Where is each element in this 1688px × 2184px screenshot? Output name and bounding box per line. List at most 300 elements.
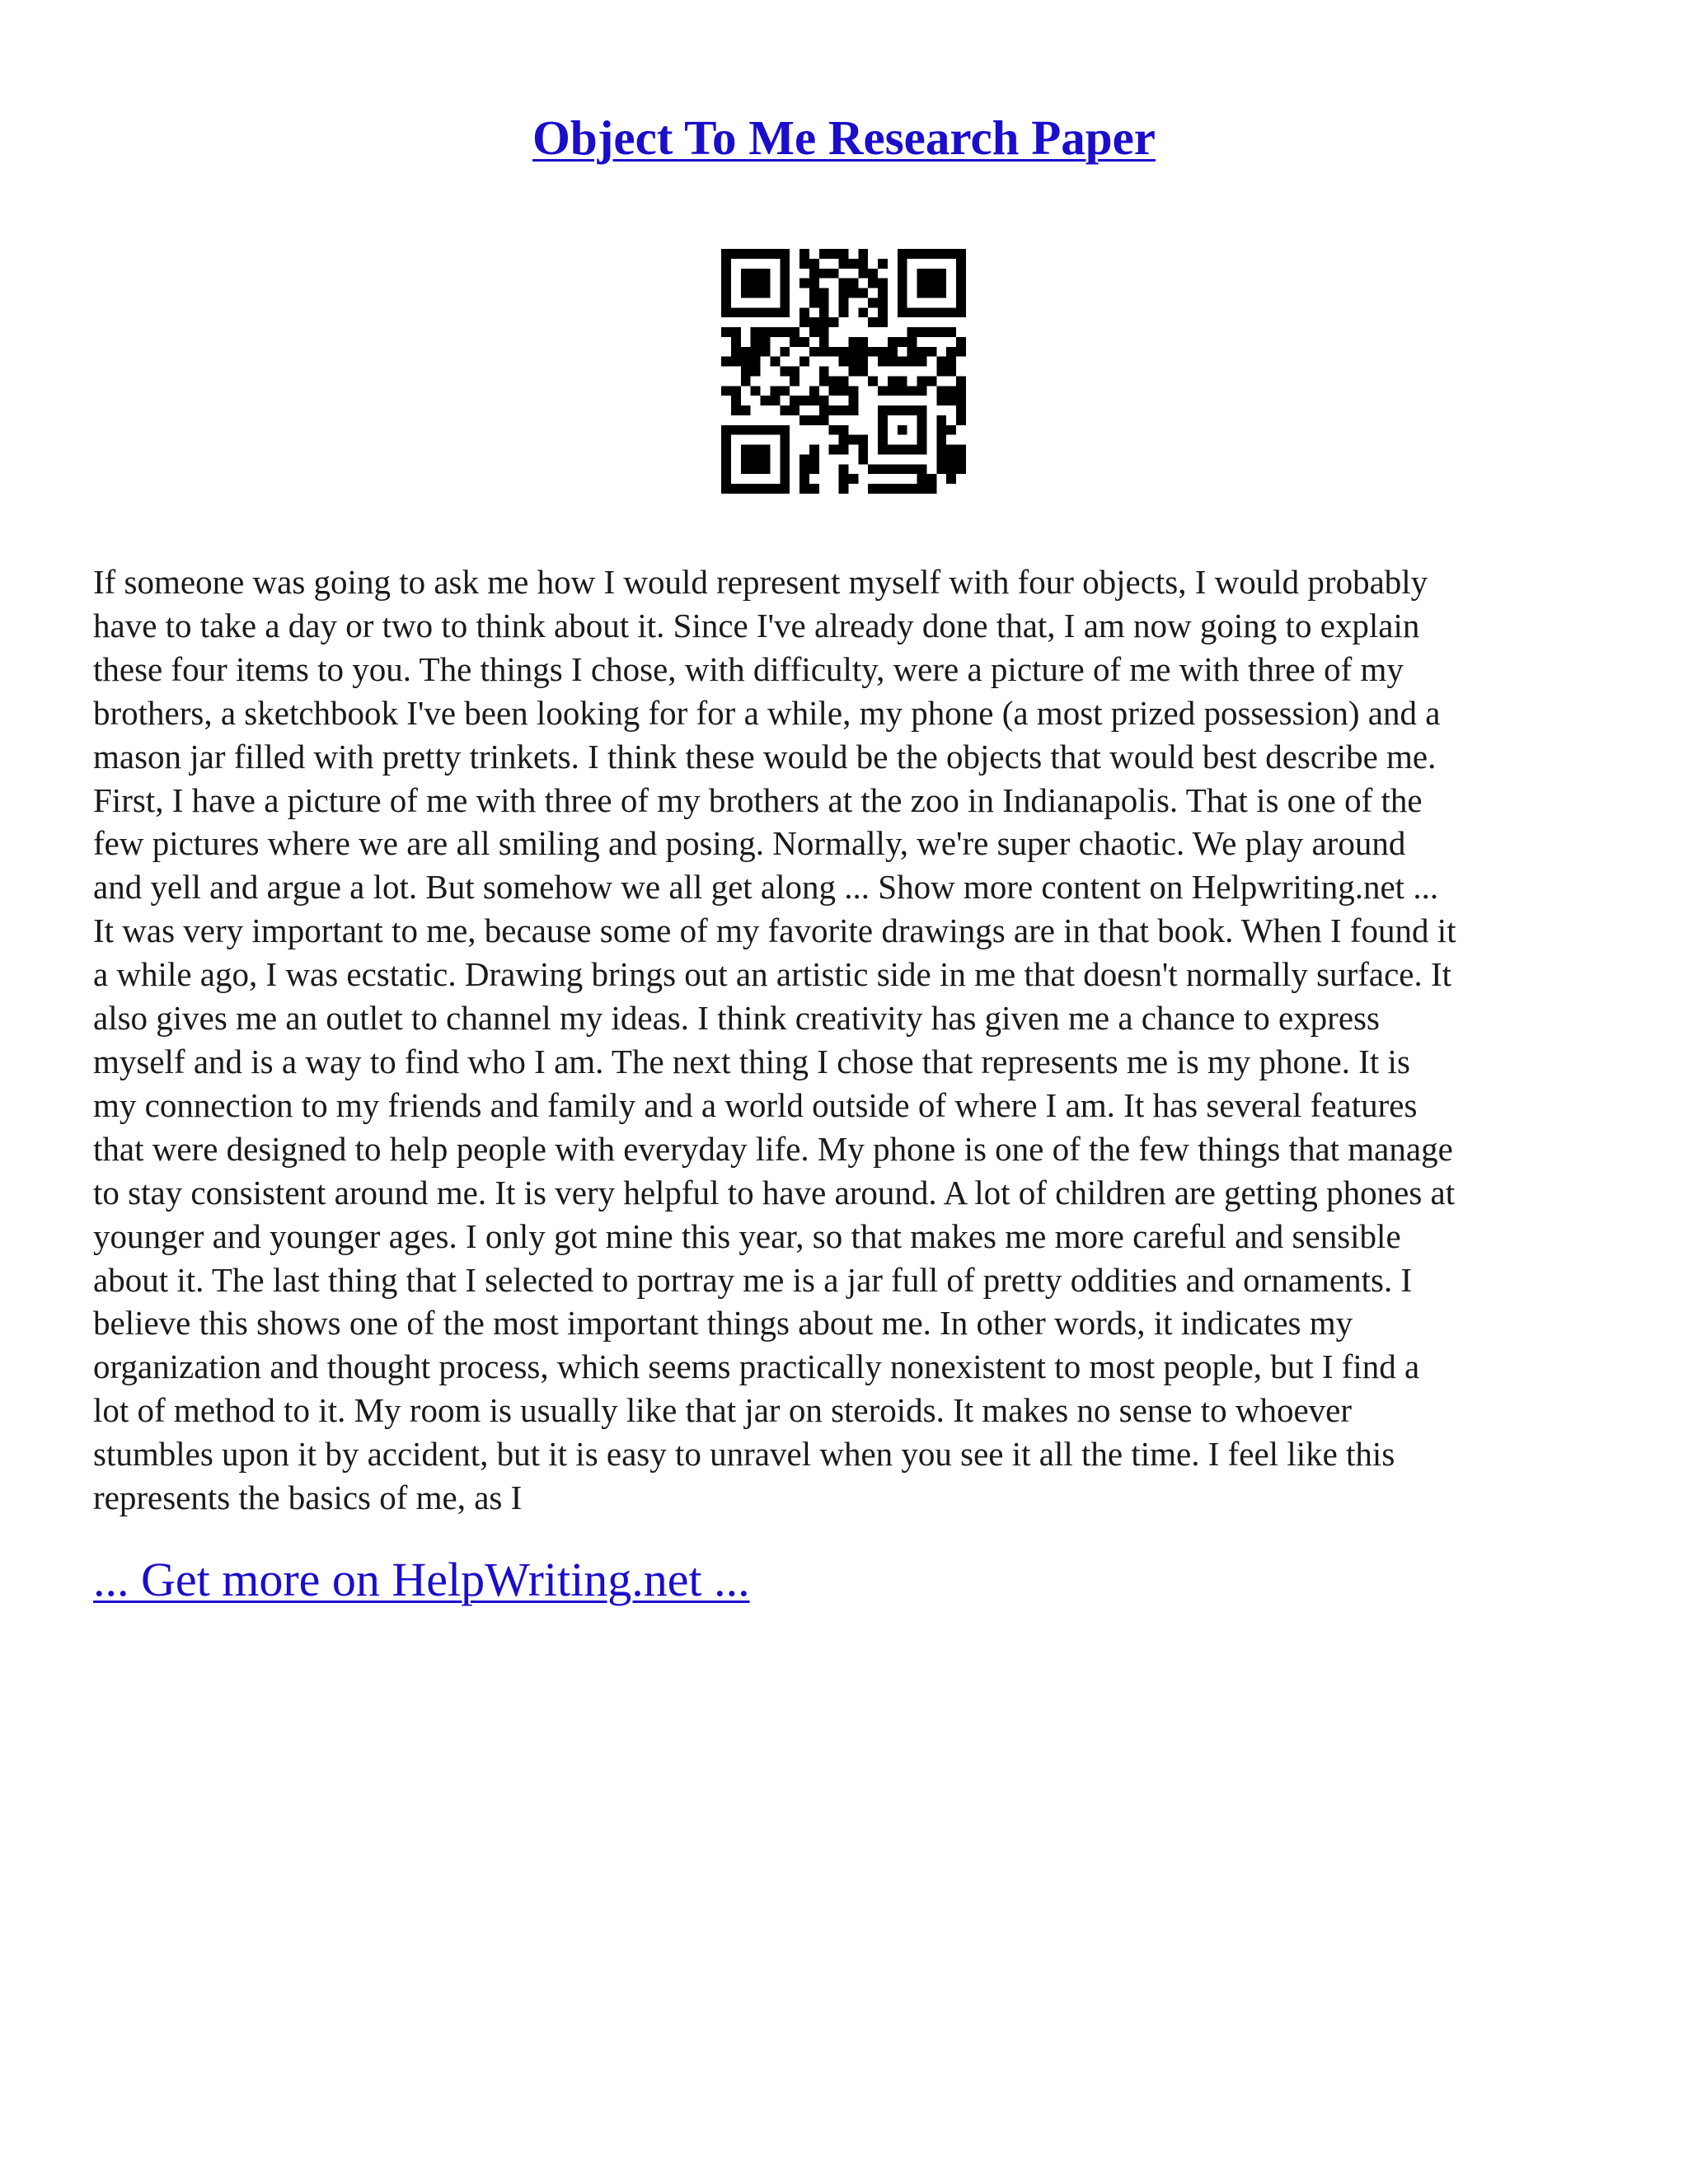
qr-module <box>780 259 790 269</box>
qr-module <box>858 307 868 317</box>
qr-module <box>878 357 888 367</box>
qr-module <box>898 445 907 455</box>
qr-module <box>878 317 888 327</box>
qr-module <box>829 347 839 357</box>
qr-module <box>926 269 936 279</box>
qr-module <box>858 435 868 445</box>
qr-module <box>907 249 917 259</box>
qr-module <box>956 307 966 317</box>
qr-module <box>917 279 927 288</box>
qr-module <box>878 386 888 396</box>
qr-module <box>751 357 761 367</box>
qr-module <box>956 279 966 288</box>
qr-module <box>848 435 858 445</box>
qr-module <box>799 454 809 464</box>
qr-module <box>809 396 819 405</box>
qr-module <box>888 357 898 367</box>
qr-module <box>956 415 966 425</box>
qr-module <box>839 259 849 269</box>
qr-module <box>839 279 849 288</box>
qr-module <box>790 337 799 347</box>
qr-module <box>936 279 946 288</box>
qr-module <box>780 288 790 298</box>
qr-code-icon <box>721 249 966 494</box>
qr-module <box>907 337 917 347</box>
qr-module <box>741 464 751 474</box>
qr-module <box>770 425 780 435</box>
qr-module <box>936 454 946 464</box>
qr-module <box>799 484 809 494</box>
qr-module <box>809 415 819 425</box>
qr-module <box>809 464 819 474</box>
qr-module <box>956 376 966 386</box>
qr-module <box>761 347 771 357</box>
qr-module <box>878 484 888 494</box>
qr-module <box>809 386 819 396</box>
qr-module <box>799 357 809 367</box>
qr-module <box>780 454 790 464</box>
qr-module <box>731 357 741 367</box>
qr-module <box>731 347 741 357</box>
qr-module <box>761 396 771 405</box>
qr-module <box>936 357 946 367</box>
qr-module <box>917 435 927 445</box>
qr-module <box>780 307 790 317</box>
qr-module <box>809 259 819 269</box>
qr-module <box>858 269 868 279</box>
qr-module <box>907 445 917 455</box>
qr-module <box>809 484 819 494</box>
qr-module <box>770 396 780 405</box>
qr-module <box>956 337 966 347</box>
qr-module <box>858 357 868 367</box>
qr-module <box>761 445 771 455</box>
qr-module <box>741 269 751 279</box>
qr-module <box>936 386 946 396</box>
qr-module <box>946 396 956 405</box>
qr-module <box>809 327 819 337</box>
qr-module <box>761 327 771 337</box>
qr-module <box>907 327 917 337</box>
qr-module <box>809 298 819 307</box>
more-content-link-wrapper <box>93 1553 750 1606</box>
qr-module <box>839 357 849 367</box>
qr-module <box>761 269 771 279</box>
qr-module <box>946 357 956 367</box>
qr-module <box>819 307 829 317</box>
qr-module <box>956 288 966 298</box>
qr-module <box>809 347 819 357</box>
qr-module <box>898 464 907 474</box>
qr-module <box>878 279 888 288</box>
qr-module <box>839 484 849 494</box>
qr-module <box>848 259 858 269</box>
qr-module <box>926 307 936 317</box>
qr-module <box>761 484 771 494</box>
qr-module <box>721 327 731 337</box>
qr-module <box>819 367 829 377</box>
qr-module <box>780 327 790 337</box>
essay-body: If someone was going to ask me how I would represent myself with four objects, I would probably have to take a day or two to think about it. Since I've already done that, I am now going to explain these four items to you. The things I chose, with difficulty, were a picture of me with three of my brothers, a sketchbook I've been looking for for a while, my phone (a most prized possession) and a mason jar filled with pretty trinkets. I think these would be the objects that would best describe me. First, I have a picture of me with three of my brothers at the zoo in Indianapolis. That is one of the few pictures where we are all smiling and posing. Normally, we're super chaotic. We play around and yell and argue a lot. But somehow we all get along ... Show more content on Helpwriting.net ... It was very important to me, because some of my favorite drawings are in that book. When I found it a while ago, I was ecstatic. Drawing brings out an artistic side in me that doesn't normally surface. It also gives me an outlet to channel my ideas. I think creativity has given me a chance to express myself and is a way to find who I am. The next thing I chose that represents me is my phone. It is my connection to my friends and family and a world outside of where I am. It has several features that were designed to help people with everyday life. My phone is one of the few things that manage to stay consistent around me. It is very helpful to have around. A lot of children are getting phones at younger and younger ages. I only got mine this year, so that makes me more careful and sensible about it. The last thing that I selected to portray me is a jar full of pretty oddities and ornaments. I believe this shows one of the most important things about me. In other words, it indicates my organization and thought process, which seems practically nonexistent to most people, but I find a lot of method to it. My room is usually like that jar on steroids. It makes no sense to whoever stumbles upon it by accident, but it is easy to unravel when you see it all the time. I feel like this represents the basics of me, as I <box>93 563 1456 1517</box>
get-more-link[interactable]: ... Get more on HelpWriting.net ... <box>93 1553 750 1606</box>
qr-module <box>839 425 849 435</box>
qr-module <box>946 464 956 474</box>
qr-module <box>878 415 888 425</box>
qr-module <box>907 484 917 494</box>
qr-module <box>751 279 761 288</box>
qr-module <box>888 337 898 347</box>
qr-module <box>829 249 839 259</box>
qr-module <box>819 288 829 298</box>
qr-module <box>819 269 829 279</box>
qr-module <box>780 445 790 455</box>
qr-module <box>780 249 790 259</box>
qr-module <box>761 464 771 474</box>
qr-module <box>917 415 927 425</box>
qr-module <box>848 279 858 288</box>
qr-module <box>721 474 731 484</box>
qr-module <box>917 425 927 435</box>
qr-module <box>770 327 780 337</box>
qr-module <box>731 405 741 415</box>
qr-module <box>790 396 799 405</box>
qr-module <box>809 445 819 455</box>
qr-module <box>858 347 868 357</box>
qr-module <box>936 415 946 425</box>
qr-module <box>819 317 829 327</box>
qr-module <box>839 249 849 259</box>
qr-module <box>819 337 829 347</box>
qr-module <box>721 307 731 317</box>
qr-module <box>799 279 809 288</box>
qr-module <box>799 249 809 259</box>
qr-module <box>946 474 956 484</box>
qr-module <box>917 327 927 337</box>
qr-module <box>878 298 888 307</box>
qr-module <box>770 249 780 259</box>
qr-module <box>741 454 751 464</box>
qr-module <box>936 307 946 317</box>
qr-module <box>878 445 888 455</box>
qr-module <box>751 269 761 279</box>
qr-module <box>936 425 946 435</box>
qr-module <box>731 386 741 396</box>
page-title <box>0 110 1688 165</box>
qr-module <box>761 249 771 259</box>
qr-module <box>751 307 761 317</box>
qr-module <box>917 484 927 494</box>
qr-module <box>936 445 946 455</box>
qr-module <box>741 484 751 494</box>
qr-module <box>858 337 868 347</box>
qr-module <box>770 386 780 396</box>
qr-module <box>917 445 927 455</box>
qr-module <box>731 327 741 337</box>
qr-module <box>741 357 751 367</box>
qr-module <box>829 445 839 455</box>
qr-module <box>799 307 809 317</box>
qr-module <box>731 484 741 494</box>
qr-module <box>956 396 966 405</box>
qr-module <box>907 405 917 415</box>
qr-module <box>780 386 790 396</box>
qr-module <box>751 425 761 435</box>
qr-module <box>829 386 839 396</box>
qr-module <box>751 249 761 259</box>
qr-module <box>839 435 849 445</box>
qr-module <box>809 317 819 327</box>
qr-module <box>751 454 761 464</box>
qr-module <box>878 435 888 445</box>
qr-module <box>790 405 799 415</box>
qr-module <box>819 249 829 259</box>
qr-module <box>721 454 731 464</box>
qr-module <box>751 445 761 455</box>
qr-module <box>839 298 849 307</box>
qr-module <box>819 327 829 337</box>
qr-module <box>888 347 898 357</box>
qr-module <box>751 288 761 298</box>
qr-module <box>926 474 936 484</box>
qr-module <box>946 367 956 377</box>
qr-module <box>888 405 898 415</box>
qr-module <box>731 249 741 259</box>
qr-module <box>936 269 946 279</box>
qr-module <box>936 396 946 405</box>
qr-module <box>721 288 731 298</box>
qr-module <box>926 288 936 298</box>
qr-module <box>946 454 956 464</box>
qr-module <box>741 376 751 386</box>
qr-module <box>888 376 898 386</box>
qr-module <box>888 484 898 494</box>
qr-module <box>731 396 741 405</box>
qr-module <box>878 259 888 269</box>
qr-module <box>780 269 790 279</box>
qr-module <box>858 454 868 464</box>
qr-module <box>799 259 809 269</box>
qr-module <box>741 249 751 259</box>
qr-module <box>761 279 771 288</box>
qr-module <box>761 307 771 317</box>
qr-module <box>888 464 898 474</box>
qr-module <box>868 376 878 386</box>
qr-module <box>721 269 731 279</box>
qr-module <box>839 307 849 317</box>
qr-module <box>780 464 790 474</box>
qr-module <box>936 288 946 298</box>
qr-module <box>770 357 780 367</box>
qr-module <box>858 367 868 377</box>
qr-module <box>907 307 917 317</box>
qr-module <box>917 357 927 367</box>
qr-module <box>819 347 829 357</box>
qr-module <box>946 327 956 337</box>
qr-module <box>917 376 927 386</box>
qr-module <box>809 279 819 288</box>
qr-module <box>829 317 839 327</box>
qr-module <box>839 376 849 386</box>
qr-module <box>751 464 761 474</box>
qr-module <box>878 288 888 298</box>
qr-module <box>926 279 936 288</box>
qr-module <box>799 396 809 405</box>
qr-module <box>878 464 888 474</box>
qr-module <box>898 386 907 396</box>
qr-module <box>829 425 839 435</box>
qr-module <box>751 484 761 494</box>
qr-module <box>848 367 858 377</box>
qr-module <box>936 435 946 445</box>
qr-module <box>858 259 868 269</box>
qr-module <box>809 269 819 279</box>
qr-module <box>761 454 771 464</box>
qr-module <box>868 484 878 494</box>
qr-module <box>917 474 927 484</box>
qr-module <box>868 269 878 279</box>
qr-module <box>848 288 858 298</box>
qr-module <box>946 249 956 259</box>
qr-module <box>721 386 731 396</box>
qr-module <box>898 337 907 347</box>
qr-module <box>780 425 790 435</box>
qr-module <box>878 347 888 357</box>
qr-module <box>926 327 936 337</box>
qr-module <box>839 347 849 357</box>
qr-module <box>829 405 839 415</box>
qr-module <box>917 288 927 298</box>
qr-module <box>809 288 819 298</box>
qr-module <box>907 464 917 474</box>
qr-module <box>741 288 751 298</box>
qr-module <box>858 249 868 259</box>
qr-module <box>936 464 946 474</box>
qr-module <box>780 474 790 484</box>
qr-module <box>898 357 907 367</box>
qr-module <box>741 425 751 435</box>
qr-module <box>829 269 839 279</box>
qr-module <box>848 357 858 367</box>
qr-module <box>956 454 966 464</box>
qr-module <box>956 405 966 415</box>
qr-module <box>741 347 751 357</box>
qr-module <box>878 307 888 317</box>
qr-module <box>936 327 946 337</box>
qr-module <box>917 464 927 474</box>
qr-module <box>878 405 888 415</box>
qr-module <box>898 405 907 415</box>
qr-module <box>898 249 907 259</box>
qr-module <box>898 376 907 386</box>
qr-module <box>780 405 790 415</box>
qr-module <box>848 337 858 347</box>
qr-module <box>898 269 907 279</box>
qr-module <box>819 396 829 405</box>
qr-module <box>907 386 917 396</box>
qr-module <box>799 464 809 474</box>
qr-module <box>829 376 839 386</box>
qr-module <box>956 445 966 455</box>
qr-module <box>799 337 809 347</box>
qr-module <box>741 445 751 455</box>
qr-module <box>888 445 898 455</box>
qr-module <box>741 279 751 288</box>
qr-module <box>926 376 936 386</box>
qr-module <box>858 288 868 298</box>
qr-module <box>898 279 907 288</box>
qr-module <box>868 317 878 327</box>
qr-module <box>761 337 771 347</box>
qr-module <box>848 405 858 415</box>
qr-module <box>721 279 731 288</box>
qr-module <box>761 425 771 435</box>
qr-module <box>799 415 809 425</box>
qr-module <box>731 337 741 347</box>
qr-module <box>936 249 946 259</box>
qr-module <box>946 347 956 357</box>
qr-module <box>751 327 761 337</box>
qr-module <box>780 435 790 445</box>
qr-module <box>721 445 731 455</box>
qr-module <box>907 347 917 357</box>
qr-module <box>858 445 868 455</box>
qr-module <box>956 464 966 474</box>
qr-module <box>721 259 731 269</box>
qr-module <box>780 347 790 357</box>
qr-module <box>956 347 966 357</box>
qr-module <box>809 454 819 464</box>
qr-module <box>868 347 878 357</box>
qr-module <box>751 367 761 377</box>
qr-module <box>898 259 907 269</box>
qr-module <box>917 249 927 259</box>
qr-module <box>839 474 849 484</box>
qr-module <box>956 269 966 279</box>
qr-module <box>799 474 809 484</box>
qr-module <box>898 425 907 435</box>
qr-module <box>780 367 790 377</box>
qr-module <box>848 386 858 396</box>
qr-module <box>721 464 731 474</box>
qr-module <box>868 279 878 288</box>
qr-module <box>848 396 858 405</box>
qr-module <box>898 288 907 298</box>
qr-module <box>751 337 761 347</box>
qr-module <box>848 347 858 357</box>
qr-module <box>780 298 790 307</box>
qr-module <box>741 367 751 377</box>
qr-module <box>721 249 731 259</box>
qr-module <box>926 347 936 357</box>
qr-module <box>956 249 966 259</box>
qr-module <box>839 405 849 415</box>
qr-module <box>946 307 956 317</box>
qr-module <box>721 484 731 494</box>
qr-module <box>868 298 878 307</box>
qr-module <box>917 269 927 279</box>
qr-module <box>839 464 849 474</box>
qr-module <box>926 484 936 494</box>
qr-module <box>770 307 780 317</box>
qr-module <box>917 307 927 317</box>
qr-module <box>926 249 936 259</box>
qr-module <box>741 307 751 317</box>
qr-module <box>917 347 927 357</box>
qr-module <box>819 376 829 386</box>
qr-module <box>741 405 751 415</box>
title-link[interactable]: Object To Me Research Paper <box>532 110 1156 165</box>
qr-module <box>868 464 878 474</box>
